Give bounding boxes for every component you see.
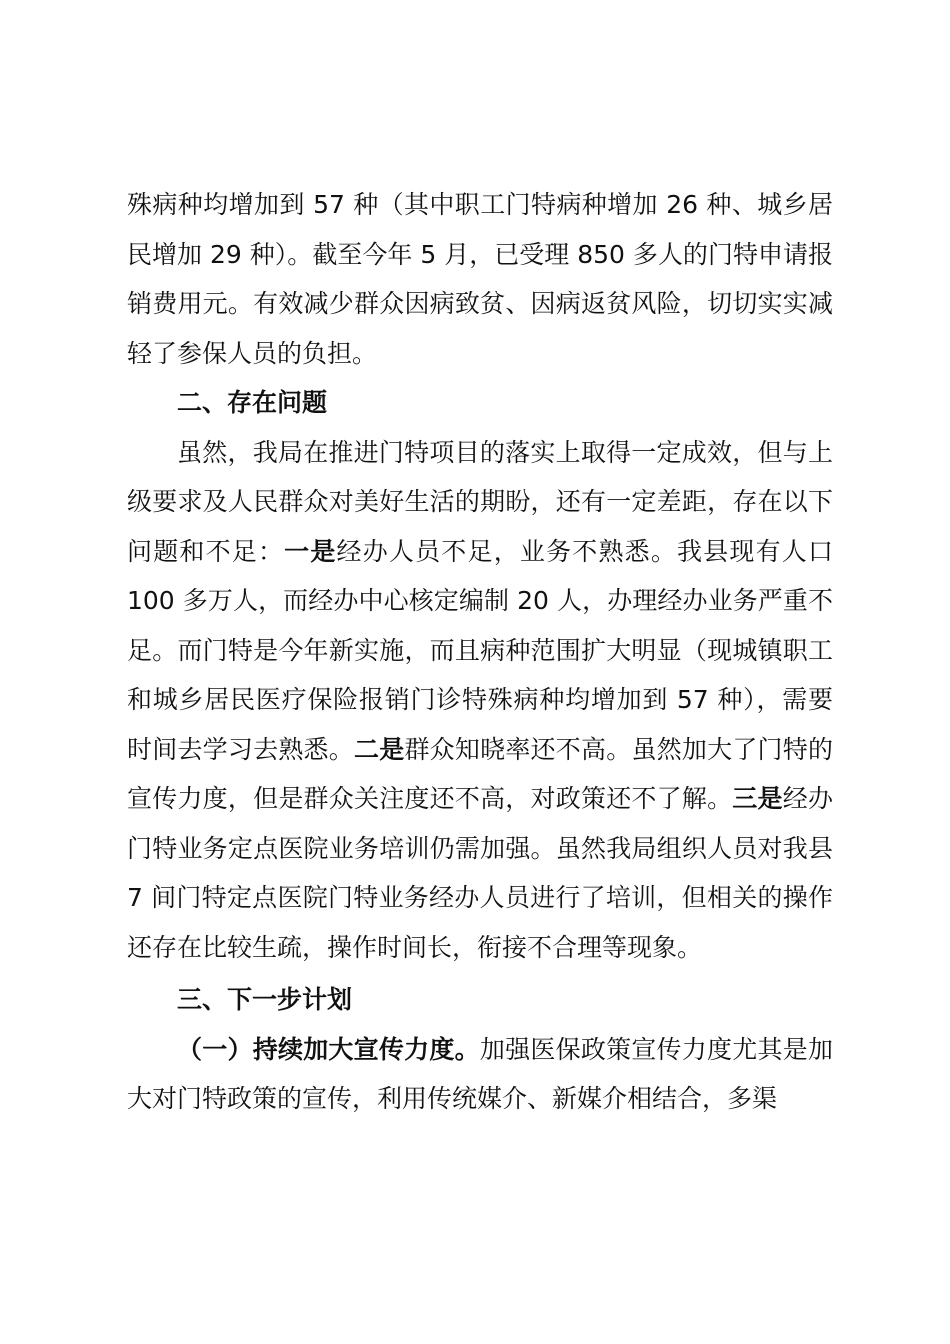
- paragraph-intro: 殊病种均增加到 57 种（其中职工门特病种增加 26 种、城乡居民增加 29 种）。截至今年 5 月，已受理 850 多人的门特申请报销费用元。有效减少群众因病致贫、因病返贫风险，切切实实减轻了参保人员的负担。: [127, 190, 833, 368]
- document-page: [127, 180, 833, 1124]
- next-steps-item-1-label: （一）持续加大宣传力度。: [177, 1034, 480, 1064]
- problems-point-2-label: 二是: [354, 734, 405, 764]
- problems-point-3-label: 三是: [732, 784, 783, 813]
- section-heading-next-steps: 三、下一步计划: [177, 985, 353, 1014]
- problems-point-1-label: 一是: [284, 536, 337, 566]
- problems-text-4: 经办门特业务定点医院业务培训仍需加强。虽然我局组织人员对我县 7 间门特定点医院门特业务经办人员进行了培训，但相关的操作还存在比较生疏，操作时间长，衔接不合理等现象。: [127, 784, 833, 962]
- paragraph-problems: [127, 428, 833, 973]
- section-heading-problems: 二、存在问题: [177, 388, 328, 417]
- next-steps-text-1: 加强医保政策宣传力度尤其是加大对门特政策的宣传，利用传统媒介、新媒介相结合，多渠: [127, 1034, 833, 1113]
- problems-text-2: 经办人员不足，业务不熟悉。我县现有人口 100 多万人，而经办中心核定编制 20 人，办理经办业务严重不足。而门特是今年新实施，而且病种范围扩大明显（现城镇职工和城乡居民医疗保险报销门诊特殊病种均增加到 57 种），需要时间去学习去熟悉。: [127, 536, 833, 764]
- problems-text-1: 虽然，我局在推进门特项目的落实上取得一定成效，但与上级要求及人民群众对美好生活的期盼，还有一定差距，存在以下问题和不足：: [127, 437, 833, 566]
- problems-text-3: 群众知晓率还不高。虽然加大了门特的宣传力度，但是群众关注度还不高，对政策还不了解。: [127, 734, 833, 813]
- paragraph-next-steps: [127, 1025, 833, 1124]
